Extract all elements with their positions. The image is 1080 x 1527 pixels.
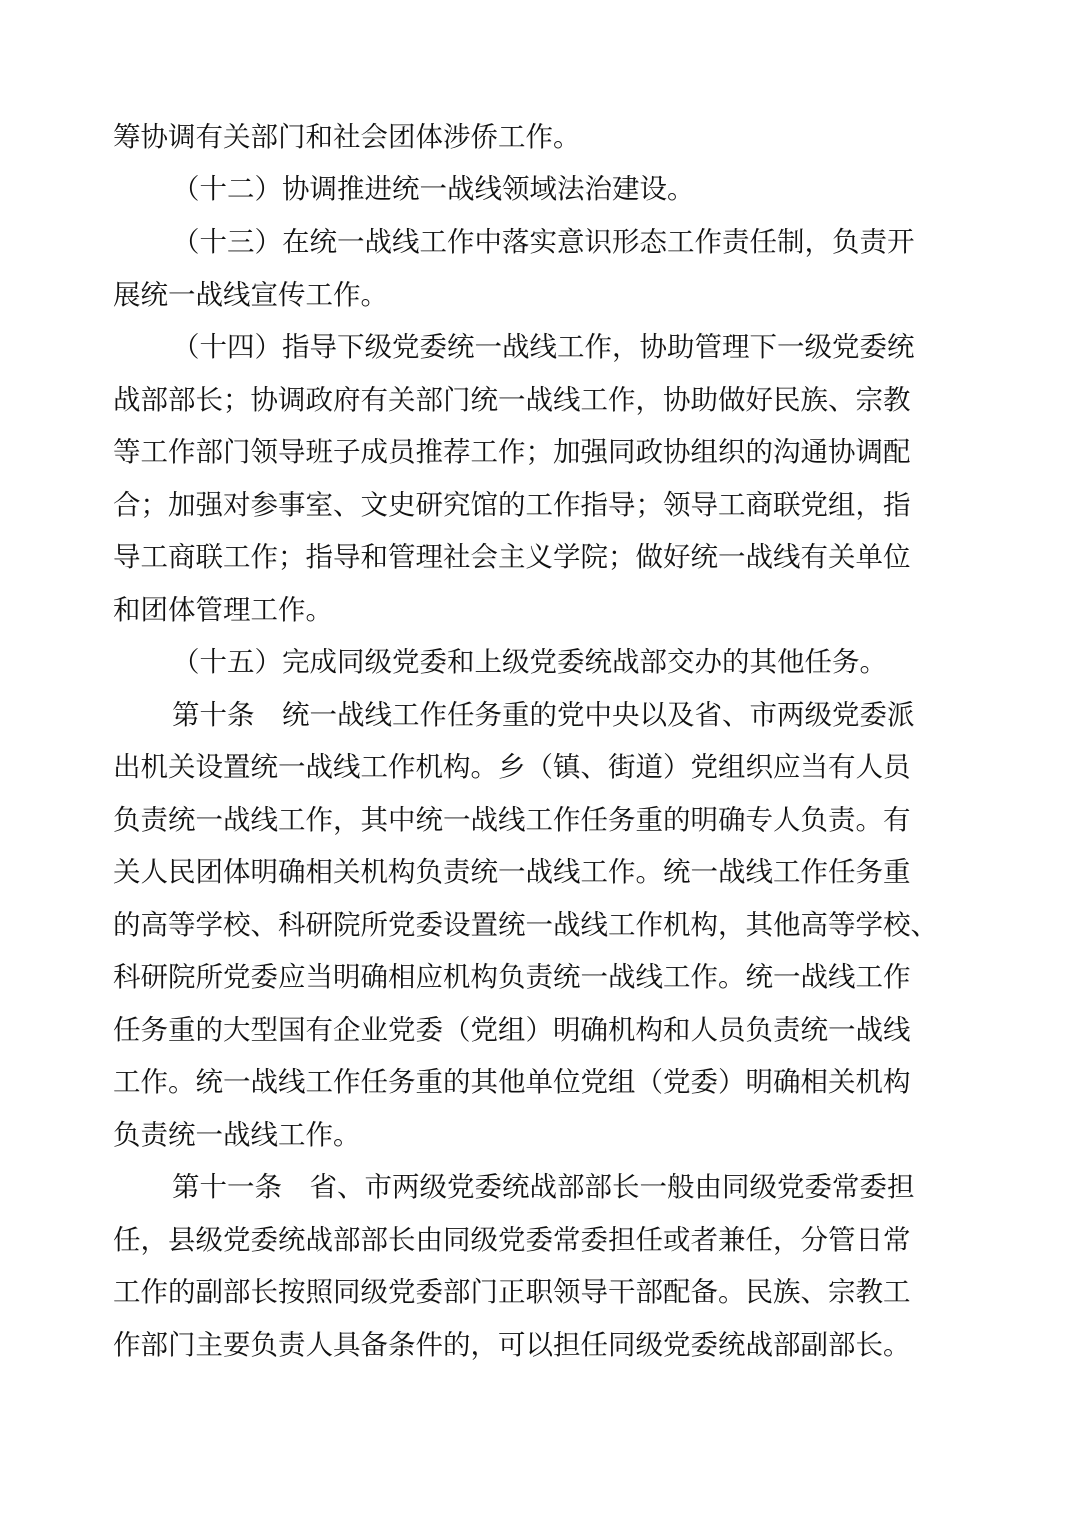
text-line: 和团体管理工作。 xyxy=(113,594,333,626)
text-line: 等工作部门领导班子成员推荐工作；加强同政协组织的沟通协调配 xyxy=(113,436,911,468)
text-line: 任务重的大型国有企业党委（党组）明确机构和人员负责统一战线 xyxy=(113,1014,911,1046)
text-line: 工作。统一战线工作任务重的其他单位党组（党委）明确相关机构 xyxy=(113,1066,911,1098)
text-line: 战部部长；协调政府有关部门统一战线工作，协助做好民族、宗教 xyxy=(113,384,911,416)
text-line: 筹协调有关部门和社会团体涉侨工作。 xyxy=(113,121,581,153)
text-line: 导工商联工作；指导和管理社会主义学院；做好统一战线有关单位 xyxy=(113,541,911,573)
text-line: 工作的副部长按照同级党委部门正职领导干部配备。民族、宗教工 xyxy=(113,1276,911,1308)
text-line: （十二）协调推进统一战线领域法治建设。 xyxy=(172,173,695,205)
text-line: 展统一战线宣传工作。 xyxy=(113,279,388,311)
text-line: （十三）在统一战线工作中落实意识形态工作责任制，负责开 xyxy=(172,226,915,258)
text-line: 负责统一战线工作。 xyxy=(113,1119,361,1151)
text-line: 的高等学校、科研院所党委设置统一战线工作机构，其他高等学校、 xyxy=(113,909,938,941)
text-line: 负责统一战线工作，其中统一战线工作任务重的明确专人负责。有 xyxy=(113,804,911,836)
text-line: 合；加强对参事室、文史研究馆的工作指导；领导工商联党组，指 xyxy=(113,489,911,521)
text-line: 出机关设置统一战线工作机构。乡（镇、街道）党组织应当有人员 xyxy=(113,751,911,783)
text-line: 科研院所党委应当明确相应机构负责统一战线工作。统一战线工作 xyxy=(113,961,911,993)
text-line: 作部门主要负责人具备条件的，可以担任同级党委统战部副部长。 xyxy=(113,1329,911,1361)
text-line: 第十条 统一战线工作任务重的党中央以及省、市两级党委派 xyxy=(172,699,915,731)
text-line: （十五）完成同级党委和上级党委统战部交办的其他任务。 xyxy=(172,646,887,678)
text-line: 关人民团体明确相关机构负责统一战线工作。统一战线工作任务重 xyxy=(113,856,911,888)
text-line: 任，县级党委统战部部长由同级党委常委担任或者兼任，分管日常 xyxy=(113,1224,911,1256)
text-line: （十四）指导下级党委统一战线工作，协助管理下一级党委统 xyxy=(172,331,915,363)
text-line: 第十一条 省、市两级党委统战部部长一般由同级党委常委担 xyxy=(172,1171,915,1203)
